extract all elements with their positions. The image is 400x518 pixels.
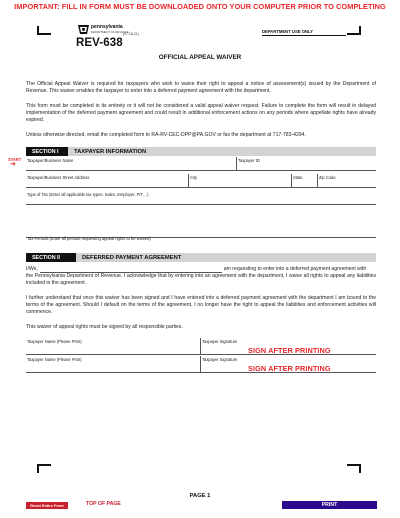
agreement-paragraph-1 [26,266,376,287]
top-of-page-button[interactable]: TOP OF PAGE [86,501,121,507]
tax-periods-field[interactable] [26,208,376,241]
taxpayer-id-label: Taxpayer ID [238,158,260,163]
sign-after-printing-note-1: SIGN AFTER PRINTING [248,346,331,355]
section-2-title: DEFERRED PAYMENT AGREEMENT [76,253,376,262]
taxpayer-signature-label-2: Taxpayer Signature [202,357,238,362]
keystone-logo-icon [77,24,90,35]
crop-mark-bottom-left [37,464,51,473]
zip-code-label: Zip Code [319,175,336,180]
agreement-intro: I/We, [26,266,38,272]
crop-mark-top-left [37,26,51,35]
state-label: State [293,175,303,180]
agreement-paragraph-2: I further understand that once this waiver has been signed and I have entered into a deferred payment agreement with the department I am bound to the terms of the agreement. Should I default on the terms of the agreement, I no longer have the right to appeal the liabilities and enforcement activities will commence. [26,295,376,315]
section-1-title: TAXPAYER INFORMATION [68,147,376,156]
tax-type-label: Type of Tax (Enter all applicable tax types: Sales, Employer, PIT…) [27,192,149,197]
department-use-line [262,35,346,36]
form-number: REV-638 [76,37,123,49]
city-field[interactable] [188,174,291,188]
crop-mark-bottom-right [347,464,361,473]
agreement-line-rest: the Pennsylvania Department of Revenue. I acknowledge that by entering into an agreement with the department, I waive all rights to appeal any liabilities included in the agreement. [26,273,376,286]
taxpayer-name-print-label-2: Taxpayer Name (Please Print) [27,357,82,362]
taxpayer-name-field[interactable] [26,157,236,171]
section-1-label: SECTION I [26,147,68,156]
intro-paragraph-2: This form must be completed in its entirety or it will not be considered a valid appeal waiver request. Failure to complete the form will result in delayed implementation of the deferred payment agreement and could result in additional enforcement actions on any periods where appellate rights have already expired. [26,103,376,123]
intro-paragraph-1: The Official Appeal Waiver is required for taxpayers who wish to waive their right to appeal a notice of assessment(s) issued by the Department of Revenue. This waiver enables the taxpayer to enter into a deferred payment agreement with the department. [26,81,376,94]
tax-type-field[interactable] [26,191,376,205]
zip-code-field[interactable] [317,174,376,188]
section-1-header [26,147,376,156]
print-button[interactable]: PRINT [282,501,377,509]
sign-after-printing-note-2: SIGN AFTER PRINTING [248,364,331,373]
taxpayer-name-label: Taxpayer/Business Name [27,158,74,163]
taxpayer-name-print-label-1: Taxpayer Name (Please Print) [27,339,82,344]
start-arrow-icon: ➔ [10,161,16,168]
reset-form-button[interactable]: Reset Entire Form [26,502,68,509]
city-label: City [190,175,198,180]
state-field[interactable] [291,174,317,188]
form-title: OFFICIAL APPEAL WAIVER [158,54,242,61]
section-2-header [26,253,376,262]
taxpayer-name-print-field-1[interactable] [26,338,200,355]
taxpayer-name-print-field-2[interactable] [26,356,200,373]
agreement-paragraph-3: This waiver of appeal rights must be signed by all responsible parties. [26,324,183,330]
agency-subtitle: DEPARTMENT OF REVENUE [91,30,129,34]
street-address-field[interactable] [26,174,188,188]
taxpayer-id-field[interactable] [236,157,376,171]
department-use-label: DEPARTMENT USE ONLY [262,29,313,34]
street-address-label: Taxpayer/Business Street Address [27,175,90,180]
intro-paragraph-3: Unless otherwise directed, email the completed form to RA-RV-CEC-DPP@PA.GOV or fax the department at 717-783-4294. [26,132,306,138]
crop-mark-top-right [347,26,361,35]
download-warning-banner: IMPORTANT: FILL IN FORM MUST BE DOWNLOADED ONTO YOUR COMPUTER PRIOR TO COMPLETING [14,2,386,11]
taxpayer-signature-label-1: Taxpayer Signature [202,339,238,344]
page-number: PAGE 1 [189,493,211,499]
section-2-label: SECTION II [26,253,76,262]
start-marker: START [8,157,22,162]
agency-name: pennsylvania [91,24,123,30]
tax-periods-label: Tax Periods (Enter all periods requesting appeal rights to be waived) [27,236,151,241]
agreement-line-1-end: am requesting to enter into a deferred payment agreement with [223,266,367,272]
revision-date: (07-16-21) [123,32,139,36]
